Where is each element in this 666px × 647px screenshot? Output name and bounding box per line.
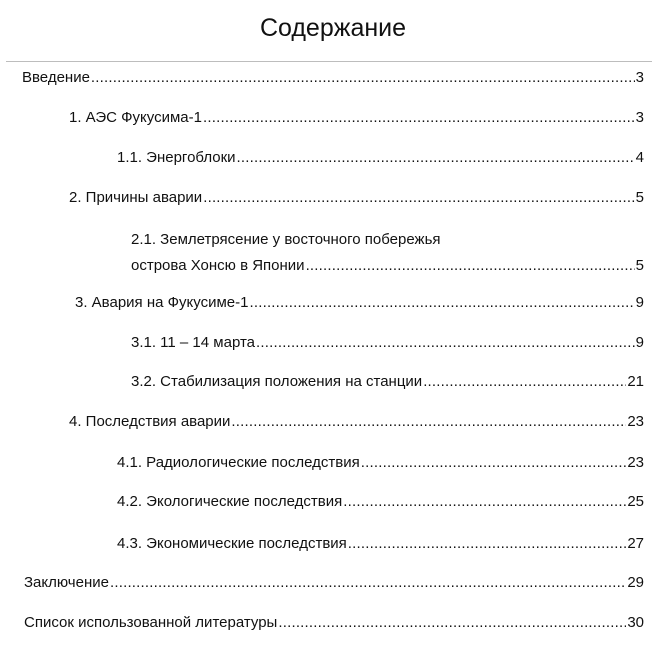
- toc-page-number: 5: [635, 257, 644, 274]
- toc-page-number: 30: [627, 614, 644, 631]
- toc-entry-label: 4. Последствия аварии: [69, 413, 231, 430]
- toc-entry-section-4: [69, 412, 644, 432]
- toc-dot-leader: [348, 534, 627, 554]
- toc-entry-section-1-1: [117, 148, 644, 168]
- toc-page-number: 9: [635, 294, 644, 311]
- toc-dot-leader: [203, 188, 634, 208]
- toc-page-number: 5: [635, 189, 644, 206]
- toc-entry-references: [24, 613, 644, 633]
- toc-page-number: 25: [627, 493, 644, 510]
- toc-dot-leader: [203, 108, 635, 128]
- toc-entry-label: 3. Авария на Фукусиме-1: [75, 294, 249, 311]
- toc-entry-label: 1. АЭС Фукусима-1: [69, 109, 202, 126]
- toc-page-number: 9: [635, 334, 644, 351]
- toc-entry-label: 3.1. 11 – 14 марта: [131, 334, 255, 351]
- toc-page-number: 3: [635, 109, 644, 126]
- toc-dot-leader: [306, 256, 635, 276]
- toc-entry-label: 1.1. Энергоблоки: [117, 149, 236, 166]
- toc-dot-leader: [256, 333, 635, 353]
- toc-dot-leader: [343, 492, 626, 512]
- toc-entry-section-3-1: [131, 333, 644, 353]
- toc-entry-label: 4.3. Экономические последствия: [117, 535, 347, 552]
- toc-page-number: 29: [627, 574, 644, 591]
- toc-entry-label: острова Хонсю в Японии: [131, 257, 305, 274]
- toc-dot-leader: [278, 613, 626, 633]
- toc-entry-section-4-3: [117, 534, 644, 554]
- toc-entry-label: 2. Причины аварии: [69, 189, 203, 206]
- toc-entry-label: 4.2. Экологические последствия: [117, 493, 343, 510]
- toc-entry-introduction: [22, 68, 644, 88]
- toc-entry-label: Заключение: [24, 574, 109, 591]
- toc-dot-leader: [249, 293, 634, 313]
- toc-page-number: 4: [635, 149, 644, 166]
- toc-entry-section-2-1: [131, 256, 644, 276]
- toc-dot-leader: [110, 573, 626, 593]
- toc-page-number: 27: [627, 535, 644, 552]
- page-title: Содержание: [259, 14, 407, 42]
- toc-page-number: 23: [627, 454, 644, 471]
- title-divider: [6, 61, 652, 62]
- toc-entry-conclusion: [24, 573, 644, 593]
- toc-entry-section-3: [75, 293, 644, 313]
- toc-entry-label: 3.2. Стабилизация положения на станции: [131, 373, 423, 390]
- toc-entry-label: Введение: [22, 69, 90, 86]
- toc-entry-section-2-1-first-line: 2.1. Землетрясение у восточного побережья: [131, 231, 441, 248]
- toc-dot-leader: [237, 148, 635, 168]
- toc-entry-section-3-2: [131, 372, 644, 392]
- toc-page-number: 3: [635, 69, 644, 86]
- toc-dot-leader: [361, 453, 627, 473]
- toc-dot-leader: [423, 372, 626, 392]
- toc-entry-section-1: [69, 108, 644, 128]
- toc-page-number: 23: [627, 413, 644, 430]
- toc-entry-section-4-1: [117, 453, 644, 473]
- toc-page-number: 21: [627, 373, 644, 390]
- toc-dot-leader: [91, 68, 635, 88]
- toc-entry-section-4-2: [117, 492, 644, 512]
- toc-entry-section-2: [69, 188, 644, 208]
- toc-entry-label: Список использованной литературы: [24, 614, 278, 631]
- toc-entry-label: 4.1. Радиологические последствия: [117, 454, 360, 471]
- toc-dot-leader: [231, 412, 626, 432]
